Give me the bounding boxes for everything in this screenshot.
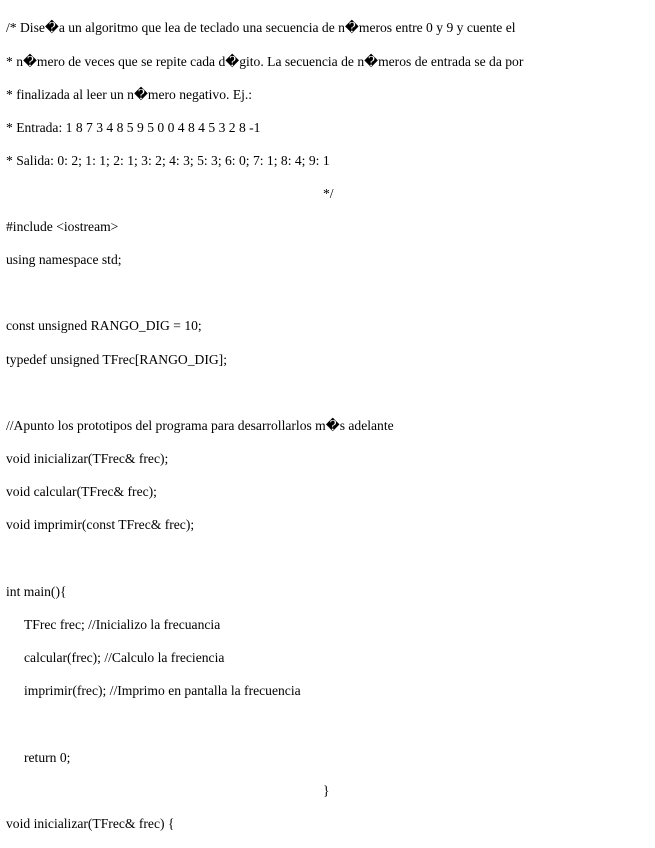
comment-line-entrada: * Entrada: 1 8 7 3 4 8 5 9 5 0 0 4 8 4 5 3 2 8 -1 [6,120,261,135]
main-body-calcular-line: calcular(frec); //Calculo la freciencia [24,650,225,665]
comment-line-salida: * Salida: 0: 2; 1: 1; 2: 1; 3: 2; 4: 3; 5: 3; 6: 0; 7: 1; 8: 4; 9: 1 [6,153,330,168]
main-body-frec-line: TFrec frec; //Inicializo la frecuancia [24,617,221,632]
prototype-comment-line: //Apunto los prototipos del programa para desarrollarlos m�s adelante [6,418,394,433]
prototype-imprimir: void imprimir(const TFrec& frec); [6,517,195,532]
prototype-calcular: void calcular(TFrec& frec); [6,484,157,499]
main-signature-line: int main(){ [6,584,67,599]
comment-line-1: /* Dise�a un algoritmo que lea de teclado una secuencia de n�meros entre 0 y 9 y cuente el [6,20,516,35]
comment-line-2: * n�mero de veces que se repite cada d�gito. La secuencia de n�meros de entrada se da por [6,54,524,69]
include-line: #include <iostream> [6,219,119,234]
inicializar-definition-line: void inicializar(TFrec& frec) { [6,816,175,831]
comment-close: */ [323,186,334,201]
const-declaration-line: const unsigned RANGO_DIG = 10; [6,318,202,333]
main-close-brace: } [323,783,330,798]
typedef-line: typedef unsigned TFrec[RANGO_DIG]; [6,352,227,367]
prototype-inicializar: void inicializar(TFrec& frec); [6,451,169,466]
using-namespace-line: using namespace std; [6,252,122,267]
main-body-imprimir-line: imprimir(frec); //Imprimo en pantalla la frecuencia [24,683,301,698]
main-return-line: return 0; [24,750,71,765]
comment-line-3: * finalizada al leer un n�mero negativo. Ej.: [6,87,253,102]
